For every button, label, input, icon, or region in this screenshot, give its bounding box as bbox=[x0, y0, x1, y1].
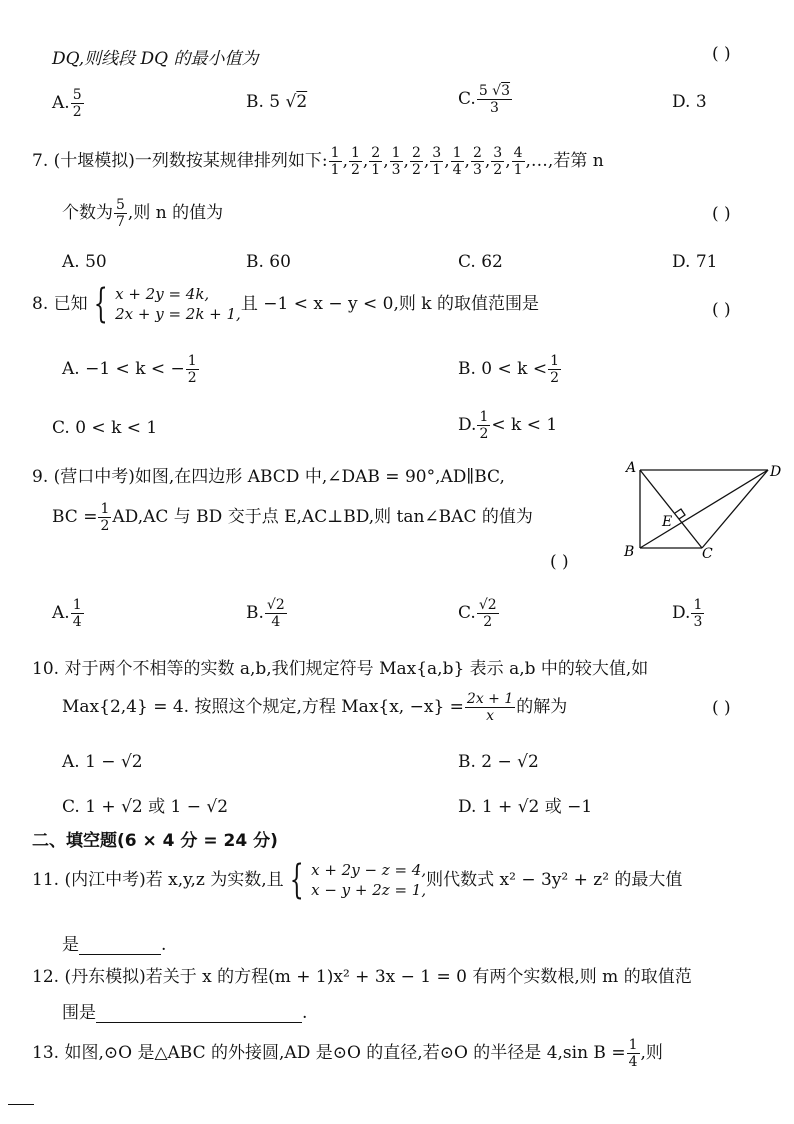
q6-option-c: C. $\frac{5 √3}{3}$ bbox=[458, 83, 511, 116]
q11-stem: 11. (内江中考)若 x,y,z 为实数,且 { x + 2y − z = 4, x − y + 2z = 1, 则代数式 x² − 3y² + z² 的最大值 bbox=[32, 857, 683, 904]
label-e: E bbox=[662, 514, 673, 530]
label-a: A bbox=[626, 460, 637, 476]
q8-answer-paren: ( ) bbox=[712, 300, 731, 320]
q9-option-b: B. $\frac{√2}{4}$ bbox=[246, 597, 285, 630]
q10-answer-paren: ( ) bbox=[712, 698, 731, 718]
q7-sequence-fraction: $\frac{1}{4}$ bbox=[452, 145, 462, 178]
label-d: D bbox=[770, 464, 782, 480]
q11-equation-system: { x + 2y − z = 4, x − y + 2z = 1, bbox=[289, 857, 427, 904]
q9-option-c: C. $\frac{√2}{2}$ bbox=[458, 597, 497, 630]
q7-sequence-fraction: $\frac{2}{1}$ bbox=[371, 145, 381, 178]
q7-sequence-fraction: $\frac{1}{1}$ bbox=[330, 145, 340, 178]
q12-answer-blank[interactable] bbox=[96, 1022, 302, 1023]
q7-option-d: D. 71 bbox=[672, 252, 718, 272]
segment-bd bbox=[640, 470, 768, 548]
q7-sequence-fraction: $\frac{3}{2}$ bbox=[493, 145, 503, 178]
segment-ac bbox=[640, 470, 702, 548]
q8-stem: 8. 已知 { x + 2y = 4k, 2x + y = 2k + 1, 且 −1 < x − y < 0,则 k 的取值范围是 bbox=[32, 281, 539, 328]
q7-option-c: C. 62 bbox=[458, 252, 503, 272]
q7-sequence-fraction: $\frac{4}{1}$ bbox=[513, 145, 523, 178]
q9-quadrilateral-figure bbox=[618, 458, 788, 568]
q7-sequence-fraction: $\frac{1}{3}$ bbox=[391, 145, 401, 178]
q8-option-c: C. 0 < k < 1 bbox=[52, 418, 158, 438]
q8-equation-system: { x + 2y = 4k, 2x + y = 2k + 1, bbox=[93, 281, 241, 328]
q7-option-b: B. 60 bbox=[246, 252, 291, 272]
q6-stem-line: DQ,则线段 DQ 的最小值为 bbox=[52, 49, 259, 69]
q8-option-a: A. −1 < k < − $\frac{1}{2}$ bbox=[62, 353, 197, 386]
label-b: B bbox=[624, 544, 635, 560]
q9-stem: 9. (营口中考)如图,在四边形 ABCD 中,∠DAB = 90°,AD∥BC, bbox=[32, 467, 505, 487]
q7-sequence-fraction: $\frac{3}{1}$ bbox=[432, 145, 442, 178]
q8-option-d: D. $\frac{1}{2}$ < k < 1 bbox=[458, 409, 558, 442]
q11-answer-line: 是 . bbox=[62, 935, 167, 955]
q7-answer-paren: ( ) bbox=[712, 204, 731, 224]
q10-option-a: A. 1 − √2 bbox=[62, 752, 143, 772]
q7-sequence-fraction: $\frac{2}{3}$ bbox=[472, 145, 482, 178]
q10-option-b: B. 2 − √2 bbox=[458, 752, 539, 772]
q7-sequence-fraction: $\frac{2}{2}$ bbox=[411, 145, 421, 178]
q7-option-a: A. 50 bbox=[62, 252, 107, 272]
page-footer-rule bbox=[8, 1104, 34, 1105]
q6-option-a: A. $\frac{5}{2}$ bbox=[52, 87, 82, 120]
q12-stem: 12. (丹东模拟)若关于 x 的方程(m + 1)x² + 3x − 1 = 0 有两个实数根,则 m 的取值范 bbox=[32, 967, 692, 987]
q12-answer-line: 围是 . bbox=[62, 1003, 308, 1023]
q11-answer-blank[interactable] bbox=[79, 954, 161, 955]
q7-stem-line2: 个数为 $\frac{5}{7}$ ,则 n 的值为 bbox=[62, 197, 224, 230]
label-c: C bbox=[702, 546, 713, 562]
q7-sequence: $\frac{1}{1}$ , $\frac{1}{2}$ , $\frac{2}{1}$ , $\frac{1}{3}$ , $\frac{2}{2}$ , $\frac{3}{1}$ , $\frac{1}{4}$ , $\frac{2}{3}$ , $\frac{3}{2}$ , $\frac{4}{1}$ bbox=[330, 145, 523, 178]
right-angle-mark bbox=[675, 509, 685, 519]
section-fill-in-heading: 二、填空题(6 × 4 分 = 24 分) bbox=[32, 831, 278, 851]
q6-option-b: B. 5 √2 bbox=[246, 92, 308, 112]
q10-stem: 10. 对于两个不相等的实数 a,b,我们规定符号 Max{a,b} 表示 a,b 中的较大值,如 bbox=[32, 659, 649, 679]
q6-answer-paren: ( ) bbox=[712, 44, 731, 64]
q13-stem: 13. 如图,⊙O 是△ABC 的外接圆,AD 是⊙O 的直径,若⊙O 的半径是 4,sin B = $\frac{1}{4}$ ,则 bbox=[32, 1037, 663, 1070]
q9-option-a: A. $\frac{1}{4}$ bbox=[52, 597, 82, 630]
q6-option-d: D. 3 bbox=[672, 92, 707, 112]
q9-option-d: D. $\frac{1}{3}$ bbox=[672, 597, 703, 630]
q9-stem-line2: BC = $\frac{1}{2}$ AD,AC 与 BD 交于点 E,AC⊥BD,则 tan∠BAC 的值为 bbox=[52, 501, 533, 534]
q10-option-c: C. 1 + √2 或 1 − √2 bbox=[62, 797, 229, 817]
q10-option-d: D. 1 + √2 或 −1 bbox=[458, 797, 593, 817]
q7-sequence-fraction: $\frac{1}{2}$ bbox=[350, 145, 360, 178]
q10-stem-line2: Max{2,4} = 4. 按照这个规定,方程 Max{x, −x} = $\frac{2x + 1}{x}$ 的解为 bbox=[62, 691, 568, 724]
q9-answer-paren: ( ) bbox=[550, 552, 569, 572]
segment-cd bbox=[702, 470, 768, 548]
q7-stem: 7. (十堰模拟)一列数按某规律排列如下: $\frac{1}{1}$ , $\frac{1}{2}$ , $\frac{2}{1}$ , $\frac{1}{3}$ , $\frac{2}{2}$ , $\frac{3}{1}$ , $\frac{1}{4}$ , $\frac{2}{3}$ , $\frac{3}{2}$ , $\frac{4}{1}$ ,…,若第 n bbox=[32, 145, 604, 178]
q8-option-b: B. 0 < k < $\frac{1}{2}$ bbox=[458, 353, 560, 386]
